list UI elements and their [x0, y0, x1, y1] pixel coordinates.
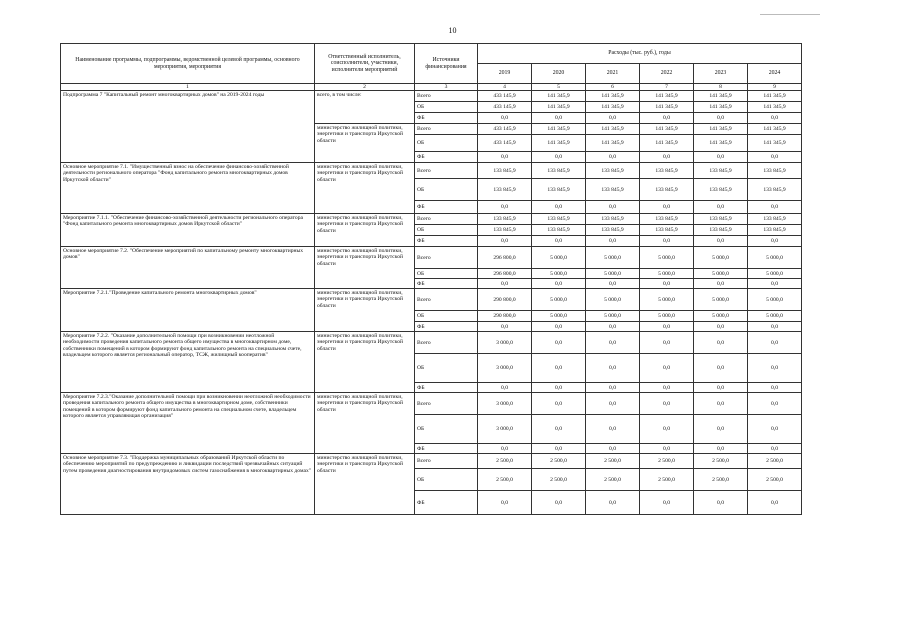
- value-cell: 0,0: [532, 415, 586, 444]
- value-cell: 0,0: [478, 113, 532, 124]
- table-row: [61, 247, 802, 269]
- value-cell: 3 000,0: [478, 354, 532, 383]
- source-cell: ОБ: [415, 179, 478, 201]
- value-cell: 141 345,9: [532, 91, 586, 102]
- value-cell: 0,0: [748, 152, 802, 163]
- value-cell: 133 845,9: [748, 225, 802, 236]
- value-cell: 5 000,0: [586, 269, 640, 279]
- value-cell: 2 500,0: [532, 469, 586, 491]
- measure-name-cell: Основное мероприятие 7.3. "Поддержка муниципальных образований Иркутской области по обеспечению мероприятий по предупреждению и ликвидации последствий чрезвычайных ситуаций путем проведения диагностирования внутридомовых систем газоснабжения в многоквартирных домах": [61, 454, 315, 515]
- value-cell: 133 845,9: [748, 163, 802, 179]
- responsible-cell: министерство жилищной политики, энергетики и транспорта Иркутской области: [315, 393, 415, 454]
- value-cell: 0,0: [532, 332, 586, 354]
- value-cell: 433 145,9: [478, 135, 532, 152]
- value-cell: 290 800,0: [478, 311, 532, 322]
- value-cell: 0,0: [478, 279, 532, 289]
- value-cell: 0,0: [694, 491, 748, 515]
- value-cell: 133 845,9: [748, 179, 802, 201]
- value-cell: 0,0: [748, 354, 802, 383]
- value-cell: 133 845,9: [586, 214, 640, 225]
- value-cell: 2 500,0: [478, 454, 532, 469]
- value-cell: 133 845,9: [478, 163, 532, 179]
- index-cell: 1: [61, 84, 315, 91]
- value-cell: 0,0: [748, 279, 802, 289]
- value-cell: 2 500,0: [748, 469, 802, 491]
- value-cell: 141 345,9: [748, 135, 802, 152]
- value-cell: 2 500,0: [586, 469, 640, 491]
- value-cell: 0,0: [586, 354, 640, 383]
- table-row: [61, 163, 802, 179]
- value-cell: 0,0: [532, 383, 586, 393]
- responsible-cell: министерство жилищной политики, энергетики и транспорта Иркутской области: [315, 163, 415, 214]
- value-cell: 0,0: [640, 415, 694, 444]
- value-cell: 141 345,9: [532, 124, 586, 135]
- value-cell: 141 345,9: [748, 124, 802, 135]
- header-year: 2024: [748, 64, 802, 84]
- value-cell: 433 145,9: [478, 91, 532, 102]
- source-cell: Всего: [415, 332, 478, 354]
- source-cell: Всего: [415, 163, 478, 179]
- source-cell: ОБ: [415, 269, 478, 279]
- value-cell: 141 345,9: [694, 91, 748, 102]
- responsible-cell: министерство жилищной политики, энергетики и транспорта Иркутской области: [315, 124, 415, 163]
- value-cell: 0,0: [640, 491, 694, 515]
- value-cell: 133 845,9: [586, 179, 640, 201]
- value-cell: 133 845,9: [532, 179, 586, 201]
- value-cell: 133 845,9: [532, 225, 586, 236]
- value-cell: 0,0: [640, 444, 694, 454]
- value-cell: 0,0: [586, 444, 640, 454]
- value-cell: 133 845,9: [478, 225, 532, 236]
- value-cell: 5 000,0: [640, 311, 694, 322]
- value-cell: 0,0: [640, 322, 694, 332]
- source-cell: ОБ: [415, 225, 478, 236]
- value-cell: 0,0: [478, 236, 532, 247]
- value-cell: 0,0: [694, 201, 748, 214]
- header-expenses: Расходы (тыс. руб.), годы: [478, 44, 802, 64]
- value-cell: 0,0: [640, 236, 694, 247]
- value-cell: 0,0: [748, 383, 802, 393]
- value-cell: 133 845,9: [532, 163, 586, 179]
- source-cell: ФБ: [415, 113, 478, 124]
- value-cell: 0,0: [748, 491, 802, 515]
- value-cell: 0,0: [532, 236, 586, 247]
- budget-table: [60, 43, 802, 515]
- value-cell: 433 145,9: [478, 102, 532, 113]
- source-cell: Всего: [415, 454, 478, 469]
- value-cell: 0,0: [586, 322, 640, 332]
- value-cell: 2 500,0: [694, 469, 748, 491]
- value-cell: 141 345,9: [532, 102, 586, 113]
- page-number: 10: [448, 26, 457, 35]
- value-cell: 0,0: [640, 279, 694, 289]
- index-cell: 6: [586, 84, 640, 91]
- value-cell: 5 000,0: [694, 247, 748, 269]
- measure-name-cell: Мероприятие 7.2.1."Проведение капитального ремонта многоквартирных домов": [61, 289, 315, 332]
- value-cell: 141 345,9: [640, 124, 694, 135]
- source-cell: Всего: [415, 247, 478, 269]
- value-cell: 133 845,9: [640, 214, 694, 225]
- header-name: Наименование программы, подпрограммы, ведомственной целевой программы, основного мероприятия, мероприятия: [61, 44, 315, 84]
- value-cell: 0,0: [694, 383, 748, 393]
- measure-name-cell: Мероприятие 7.1.1. "Обеспечение финансово-хозяйственной деятельности регионального оператора "Фонд капитального ремонта многоквартирных домов Иркутской области": [61, 214, 315, 247]
- value-cell: 5 000,0: [532, 311, 586, 322]
- value-cell: 141 345,9: [694, 102, 748, 113]
- value-cell: 141 345,9: [748, 91, 802, 102]
- value-cell: 0,0: [748, 332, 802, 354]
- value-cell: 133 845,9: [478, 179, 532, 201]
- value-cell: 0,0: [586, 236, 640, 247]
- index-cell: 4: [478, 84, 532, 91]
- index-cell: 9: [748, 84, 802, 91]
- value-cell: 0,0: [748, 393, 802, 415]
- value-cell: 0,0: [748, 113, 802, 124]
- header-year: 2019: [478, 64, 532, 84]
- value-cell: 0,0: [640, 332, 694, 354]
- source-cell: Всего: [415, 124, 478, 135]
- source-cell: ОБ: [415, 415, 478, 444]
- header-year: 2021: [586, 64, 640, 84]
- value-cell: 0,0: [532, 393, 586, 415]
- value-cell: 141 345,9: [694, 135, 748, 152]
- header-year: 2020: [532, 64, 586, 84]
- source-cell: ФБ: [415, 236, 478, 247]
- value-cell: 5 000,0: [748, 289, 802, 311]
- value-cell: 0,0: [478, 152, 532, 163]
- value-cell: 0,0: [532, 152, 586, 163]
- value-cell: 0,0: [748, 201, 802, 214]
- value-cell: 5 000,0: [532, 289, 586, 311]
- value-cell: 0,0: [694, 393, 748, 415]
- source-cell: Всего: [415, 289, 478, 311]
- value-cell: 0,0: [694, 322, 748, 332]
- value-cell: 0,0: [748, 322, 802, 332]
- source-cell: ОБ: [415, 311, 478, 322]
- table-row: [61, 214, 802, 225]
- source-cell: ОБ: [415, 135, 478, 152]
- value-cell: 141 345,9: [532, 135, 586, 152]
- value-cell: 5 000,0: [748, 247, 802, 269]
- value-cell: 3 000,0: [478, 332, 532, 354]
- value-cell: 5 000,0: [640, 269, 694, 279]
- value-cell: 0,0: [694, 332, 748, 354]
- value-cell: 133 845,9: [694, 225, 748, 236]
- source-cell: ФБ: [415, 279, 478, 289]
- value-cell: 0,0: [532, 201, 586, 214]
- measure-name-cell: Основное мероприятие 7.1. "Имущественный взнос на обеспечение финансово-хозяйственной деятельности регионального оператора "Фонд капитального ремонта многоквартирных домов Иркутской области": [61, 163, 315, 214]
- value-cell: 0,0: [532, 491, 586, 515]
- value-cell: 0,0: [586, 393, 640, 415]
- header-source: Источники финансирования: [415, 44, 478, 84]
- value-cell: 133 845,9: [694, 163, 748, 179]
- table-row: [61, 393, 802, 415]
- responsible-cell: всего, в том числе:: [315, 91, 415, 124]
- index-cell: 3: [415, 84, 478, 91]
- source-cell: ОБ: [415, 469, 478, 491]
- value-cell: 0,0: [478, 491, 532, 515]
- table-row: [61, 332, 802, 354]
- value-cell: 0,0: [748, 444, 802, 454]
- value-cell: 0,0: [532, 279, 586, 289]
- value-cell: 133 845,9: [640, 179, 694, 201]
- source-cell: ОБ: [415, 354, 478, 383]
- value-cell: 0,0: [694, 236, 748, 247]
- value-cell: 0,0: [586, 415, 640, 444]
- value-cell: 0,0: [694, 279, 748, 289]
- value-cell: 5 000,0: [586, 311, 640, 322]
- source-cell: Всего: [415, 393, 478, 415]
- value-cell: 5 000,0: [640, 289, 694, 311]
- value-cell: 141 345,9: [586, 102, 640, 113]
- value-cell: 0,0: [478, 322, 532, 332]
- value-cell: 141 345,9: [640, 91, 694, 102]
- value-cell: 2 500,0: [640, 454, 694, 469]
- value-cell: 5 000,0: [694, 311, 748, 322]
- source-cell: Всего: [415, 91, 478, 102]
- value-cell: 0,0: [532, 444, 586, 454]
- value-cell: 0,0: [694, 444, 748, 454]
- source-cell: ФБ: [415, 383, 478, 393]
- responsible-cell: министерство жилищной политики, энергетики и транспорта Иркутской области: [315, 247, 415, 289]
- source-cell: ФБ: [415, 201, 478, 214]
- value-cell: 2 500,0: [478, 469, 532, 491]
- table-row: [61, 289, 802, 311]
- value-cell: 0,0: [586, 383, 640, 393]
- value-cell: 0,0: [586, 113, 640, 124]
- value-cell: 433 145,9: [478, 124, 532, 135]
- index-cell: 5: [532, 84, 586, 91]
- value-cell: 0,0: [640, 201, 694, 214]
- value-cell: 5 000,0: [694, 289, 748, 311]
- value-cell: 0,0: [532, 322, 586, 332]
- value-cell: 2 500,0: [694, 454, 748, 469]
- source-cell: ОБ: [415, 102, 478, 113]
- value-cell: 133 845,9: [748, 214, 802, 225]
- value-cell: 0,0: [694, 354, 748, 383]
- value-cell: 133 845,9: [694, 214, 748, 225]
- value-cell: 141 345,9: [748, 102, 802, 113]
- table-body: [61, 91, 802, 515]
- value-cell: 0,0: [694, 113, 748, 124]
- top-rule: [760, 14, 820, 15]
- value-cell: 0,0: [478, 383, 532, 393]
- value-cell: 296 800,0: [478, 247, 532, 269]
- value-cell: 5 000,0: [748, 311, 802, 322]
- value-cell: 0,0: [748, 236, 802, 247]
- source-cell: Всего: [415, 214, 478, 225]
- value-cell: 141 345,9: [640, 102, 694, 113]
- table-row: [61, 454, 802, 469]
- value-cell: 141 345,9: [586, 91, 640, 102]
- value-cell: 141 345,9: [640, 135, 694, 152]
- value-cell: 5 000,0: [586, 289, 640, 311]
- value-cell: 5 000,0: [694, 269, 748, 279]
- value-cell: 133 845,9: [586, 163, 640, 179]
- value-cell: 0,0: [694, 152, 748, 163]
- index-cell: 8: [694, 84, 748, 91]
- index-cell: 7: [640, 84, 694, 91]
- index-cell: 2: [315, 84, 415, 91]
- value-cell: 5 000,0: [748, 269, 802, 279]
- value-cell: 0,0: [478, 444, 532, 454]
- value-cell: 141 345,9: [694, 124, 748, 135]
- value-cell: 0,0: [586, 279, 640, 289]
- value-cell: 0,0: [586, 491, 640, 515]
- responsible-cell: министерство жилищной политики, энергетики и транспорта Иркутской области: [315, 332, 415, 393]
- header-year: 2022: [640, 64, 694, 84]
- value-cell: 133 845,9: [478, 214, 532, 225]
- value-cell: 0,0: [640, 152, 694, 163]
- table-row: [61, 91, 802, 102]
- measure-name-cell: Мероприятие 7.2.2. "Оказание дополнительной помощи при возникновении неотложной необходимости проведения капитального ремонта общего имущества в многоквартирном доме, собственники помещений в котором формируют фонд капитального ремонта на специальном счете, владельцем которого является региональный оператор, ТСЖ, жилищный кооператив": [61, 332, 315, 393]
- value-cell: 141 345,9: [586, 135, 640, 152]
- value-cell: 3 000,0: [478, 415, 532, 444]
- value-cell: 0,0: [640, 354, 694, 383]
- value-cell: 5 000,0: [532, 247, 586, 269]
- value-cell: 133 845,9: [532, 214, 586, 225]
- value-cell: 0,0: [640, 113, 694, 124]
- value-cell: 0,0: [532, 113, 586, 124]
- measure-name-cell: Мероприятие 7.2.3."Оказание дополнительной помощи при возникновении неотложной необходимости проведения капитального ремонта общего имущества в многоквартирном доме, собственники помещений в котором формируют фонд капитального ремонта на специальном счете, владельцем которого является управляющая организация": [61, 393, 315, 454]
- value-cell: 0,0: [640, 393, 694, 415]
- responsible-cell: министерство жилищной политики, энергетики и транспорта Иркутской области: [315, 289, 415, 332]
- value-cell: 5 000,0: [532, 269, 586, 279]
- value-cell: 0,0: [478, 201, 532, 214]
- value-cell: 5 000,0: [586, 247, 640, 269]
- source-cell: ФБ: [415, 152, 478, 163]
- source-cell: ФБ: [415, 322, 478, 332]
- value-cell: 296 800,0: [478, 269, 532, 279]
- value-cell: 3 000,0: [478, 393, 532, 415]
- header-responsible: Ответственный исполнитель, соисполнители, участники, исполнители мероприятий: [315, 44, 415, 84]
- value-cell: 133 845,9: [640, 163, 694, 179]
- value-cell: 2 500,0: [586, 454, 640, 469]
- value-cell: 0,0: [586, 152, 640, 163]
- value-cell: 0,0: [748, 415, 802, 444]
- value-cell: 133 845,9: [640, 225, 694, 236]
- value-cell: 2 500,0: [532, 454, 586, 469]
- measure-name-cell: Основное мероприятие 7.2. "Обеспечение мероприятий по капитальному ремонту многоквартирных домов": [61, 247, 315, 289]
- value-cell: 290 800,0: [478, 289, 532, 311]
- value-cell: 133 845,9: [694, 179, 748, 201]
- value-cell: 2 500,0: [748, 454, 802, 469]
- value-cell: 0,0: [532, 354, 586, 383]
- program-name-cell: Подпрограмма 7 "Капитальный ремонт многоквартирных домов" на 2019-2024 годы: [61, 91, 315, 163]
- value-cell: 0,0: [694, 415, 748, 444]
- value-cell: 2 500,0: [640, 469, 694, 491]
- value-cell: 0,0: [586, 201, 640, 214]
- value-cell: 0,0: [586, 332, 640, 354]
- value-cell: 133 845,9: [586, 225, 640, 236]
- source-cell: ФБ: [415, 444, 478, 454]
- value-cell: 5 000,0: [640, 247, 694, 269]
- header-year: 2023: [694, 64, 748, 84]
- responsible-cell: министерство жилищной политики, энергетики и транспорта Иркутской области: [315, 214, 415, 247]
- value-cell: 0,0: [640, 383, 694, 393]
- responsible-cell: министерство жилищной политики, энергетики и транспорта Иркутской области: [315, 454, 415, 515]
- source-cell: ФБ: [415, 491, 478, 515]
- value-cell: 141 345,9: [586, 124, 640, 135]
